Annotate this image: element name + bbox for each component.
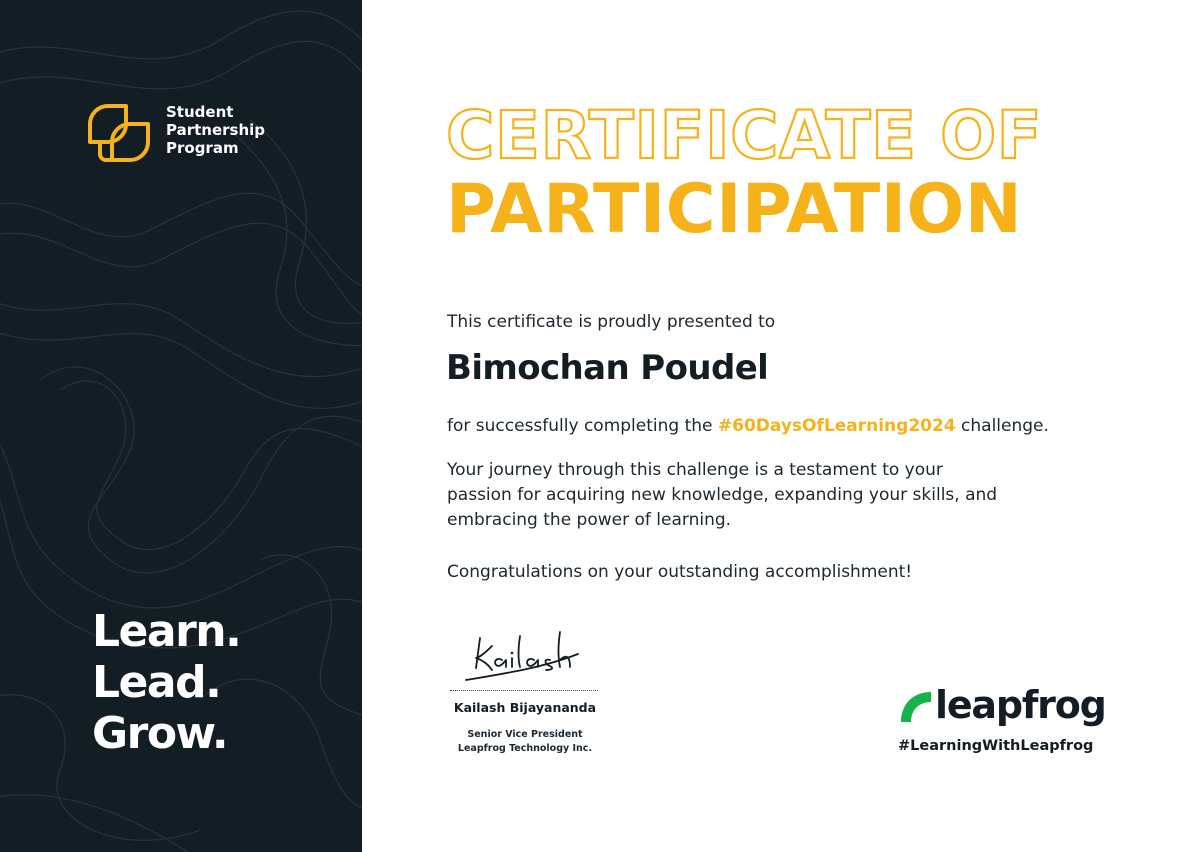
signature-line <box>450 690 598 691</box>
leapfrog-logo <box>897 683 1106 727</box>
motto <box>92 606 240 759</box>
handwritten-signature <box>462 624 582 686</box>
motto-line: Lead. <box>92 657 221 708</box>
challenge-hashtag: #60DaysOfLearning2024 <box>717 416 956 436</box>
congratulations-text: Congratulations on your outstanding accomplishment! <box>447 562 913 582</box>
program-name-line: Partnership <box>166 121 266 139</box>
sponsor-hashtag: #LearningWithLeapfrog <box>898 738 1094 754</box>
certificate-title-outline: CERTIFICATE OF <box>446 97 1043 174</box>
signatory-company: Leapfrog Technology Inc. <box>457 743 593 754</box>
sidebar-panel <box>0 0 362 852</box>
presented-to-text: This certificate is proudly presented to <box>447 312 776 332</box>
program-name <box>166 103 265 157</box>
leapfrog-arc-icon <box>897 688 933 724</box>
signatory-title: Senior Vice President <box>467 729 583 740</box>
recipient-name: Bimochan Poudel <box>446 348 769 388</box>
signatory-name: Kailash Bijayananda <box>453 700 597 715</box>
completion-suffix: challenge. <box>961 416 1049 436</box>
completion-prefix: for successfully completing the <box>447 416 713 436</box>
program-name-line: Student <box>166 103 234 121</box>
completion-statement <box>447 416 1049 436</box>
program-name-line: Program <box>166 139 239 157</box>
student-partnership-logo-icon <box>80 94 158 172</box>
motto-line: Grow. <box>92 708 228 759</box>
journey-paragraph <box>447 458 1087 533</box>
certificate-title-solid: PARTICIPATION <box>446 170 1023 249</box>
motto-line: Learn. <box>92 606 241 657</box>
journey-line: embracing the power of learning. <box>447 510 732 530</box>
leapfrog-wordmark: leapfrog <box>935 683 1106 727</box>
program-brand <box>80 94 265 172</box>
signatory-details <box>450 728 600 756</box>
journey-line: Your journey through this challenge is a testament to your <box>447 460 943 480</box>
journey-line: passion for acquiring new knowledge, expanding your skills, and <box>447 485 998 505</box>
